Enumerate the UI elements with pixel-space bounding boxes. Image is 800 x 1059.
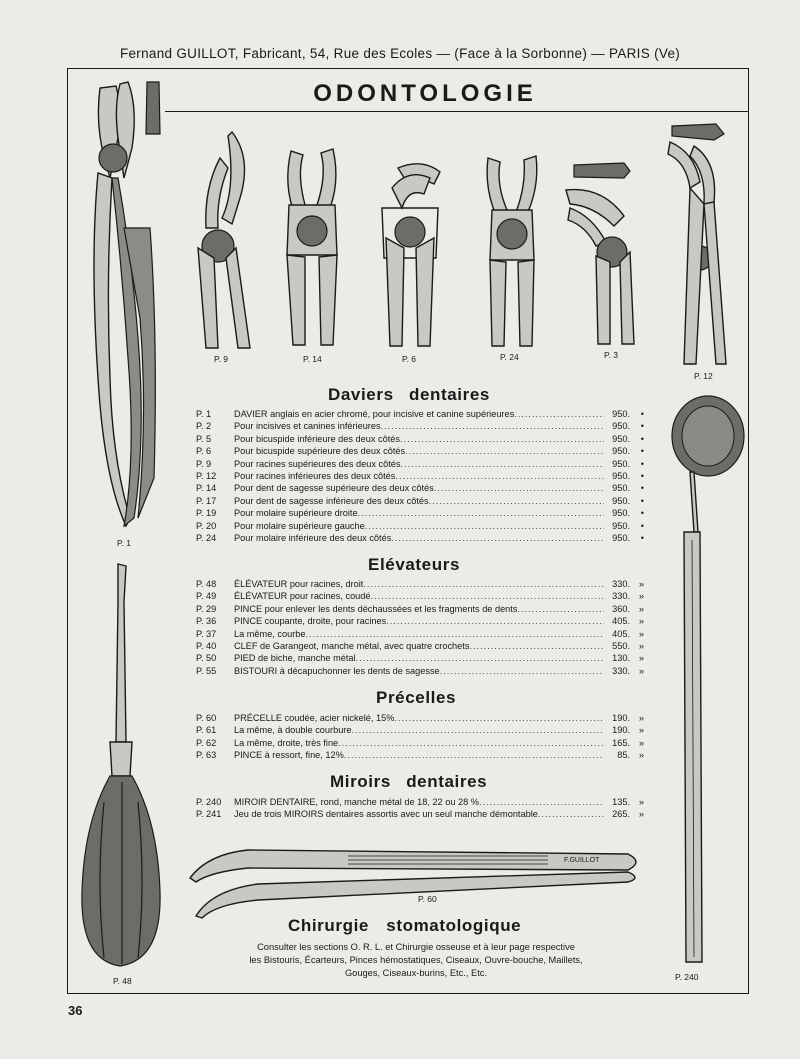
list-item: P. 9 Pour racines supérieures des deux côtés ..... 950. • xyxy=(196,458,644,470)
title-rule xyxy=(165,111,749,112)
list-item: P. 60 PRÉCELLE coudée, acier nickelé, 15% ..... 190. » xyxy=(196,712,644,724)
caption-p1: P. 1 xyxy=(117,538,132,548)
caption-p3: P. 3 xyxy=(604,350,619,360)
section-title-chirurgie: Chirurgie stomatologique xyxy=(288,916,522,935)
list-item: P. 241 Jeu de trois MIROIRS dentaires assortis avec un seul manche démontable ..... 265. » xyxy=(196,808,644,820)
page-number: 36 xyxy=(68,1003,83,1018)
list-item: P. 240 MIROIR DENTAIRE, rond, manche métal de 18, 22 ou 28 % ..... 135. » xyxy=(196,796,644,808)
list-item: P. 62 La même, droite, très fine ..... 165. » xyxy=(196,737,644,749)
list-item: P. 19 Pour molaire supérieure droite ..... 950. • xyxy=(196,507,644,519)
chirurgie-line-1: Consulter les sections O. R. L. et Chirurgie osseuse et à leur page respective xyxy=(257,942,575,952)
list-item: P. 2 Pour incisives et canines inférieures ..... 950. • xyxy=(196,420,644,432)
forceps-p1-tip-detail xyxy=(143,80,163,138)
daviers-price-list xyxy=(196,408,644,544)
page-header: Fernand GUILLOT, Fabricant, 54, Rue des Ecoles — (Face à la Sorbonne) — PARIS (Ve) xyxy=(119,46,681,61)
forceps-p12-illustration xyxy=(664,122,736,368)
list-item: P. 29 PINCE pour enlever les dents déchaussées et les fragments de dents ..... 360. » xyxy=(196,603,644,615)
list-item: P. 24 Pour molaire inférieure des deux côtés ..... 950. • xyxy=(196,532,644,544)
caption-p48: P. 48 xyxy=(113,976,132,986)
mirror-p240-illustration xyxy=(664,392,748,966)
caption-p6: P. 6 xyxy=(402,354,417,364)
list-item: P. 14 Pour dent de sagesse supérieure des deux côtés ..... 950. • xyxy=(196,482,644,494)
list-item: P. 63 PINCE à ressort, fine, 12% ..... 85. » xyxy=(196,749,644,761)
list-item: P. 36 PINCE coupante, droite, pour racines ..... 405. » xyxy=(196,615,644,627)
elevator-p48-illustration xyxy=(80,562,164,970)
list-item: P. 6 Pour bicuspide supérieure des deux côtés ..... 950. • xyxy=(196,445,644,457)
list-item: P. 5 Pour bicuspide inférieure des deux côtés ..... 950. • xyxy=(196,433,644,445)
forceps-p9-illustration xyxy=(192,128,258,352)
forceps-p3-illustration xyxy=(562,186,642,346)
chirurgie-note xyxy=(196,941,636,980)
list-item: P. 61 La même, à double courbure ..... 190. » xyxy=(196,724,644,736)
forceps-p24-illustration xyxy=(482,150,542,350)
caption-p14: P. 14 xyxy=(303,354,322,364)
page-title: ODONTOLOGIE xyxy=(313,80,537,107)
forceps-p1-illustration xyxy=(88,78,168,533)
list-item: P. 55 BISTOURI à décapuchonner les dents de sagesse ..... 330. » xyxy=(196,665,644,677)
list-item: P. 20 Pour molaire supérieure gauche ..... 950. • xyxy=(196,520,644,532)
list-item: P. 48 ÉLÉVATEUR pour racines, droit ..... 330. » xyxy=(196,578,644,590)
forceps-p14-illustration xyxy=(281,145,343,349)
caption-p9: P. 9 xyxy=(214,354,229,364)
precelles-price-list xyxy=(196,712,644,762)
forceps-p3-tip-detail xyxy=(572,162,632,180)
miroirs-price-list xyxy=(196,796,644,821)
caption-p60: P. 60 xyxy=(418,894,437,904)
caption-p240: P. 240 xyxy=(675,972,699,982)
elevateurs-price-list xyxy=(196,578,644,677)
tweezers-engraving: F.GUILLOT xyxy=(564,857,600,864)
chirurgie-line-2: les Bistouris, Écarteurs, Pinces hémostatiques, Ciseaux, Ouvre-bouche, Maillets, xyxy=(249,955,583,965)
list-item: P. 12 Pour racines inférieures des deux côtés ..... 950. • xyxy=(196,470,644,482)
list-item: P. 1 DAVIER anglais en acier chromé, pour incisive et canine supérieures ..... 950. • xyxy=(196,408,644,420)
list-item: P. 17 Pour dent de sagesse inférieure des deux côtés ..... 950. • xyxy=(196,495,644,507)
list-item: P. 50 PIED de biche, manche métal ..... 130. » xyxy=(196,652,644,664)
section-title-precelles: Précelles xyxy=(376,688,457,707)
caption-p12: P. 12 xyxy=(694,371,713,381)
list-item: P. 49 ÉLÉVATEUR pour racines, coudé ..... 330. » xyxy=(196,590,644,602)
section-title-elevateurs: Elévateurs xyxy=(368,555,460,574)
list-item: P. 37 La même, courbe ..... 405. » xyxy=(196,628,644,640)
chirurgie-line-3: Gouges, Ciseaux-burins, Etc., Etc. xyxy=(344,968,488,978)
section-title-miroirs: Miroirs dentaires xyxy=(330,772,488,791)
forceps-p6-illustration xyxy=(378,158,444,350)
list-item: P. 40 CLEF de Garangeot, manche métal, avec quatre crochets ..... 550. » xyxy=(196,640,644,652)
section-title-daviers: Daviers dentaires xyxy=(328,385,490,404)
caption-p24: P. 24 xyxy=(500,352,519,362)
tweezers-p60-illustration xyxy=(188,838,646,918)
